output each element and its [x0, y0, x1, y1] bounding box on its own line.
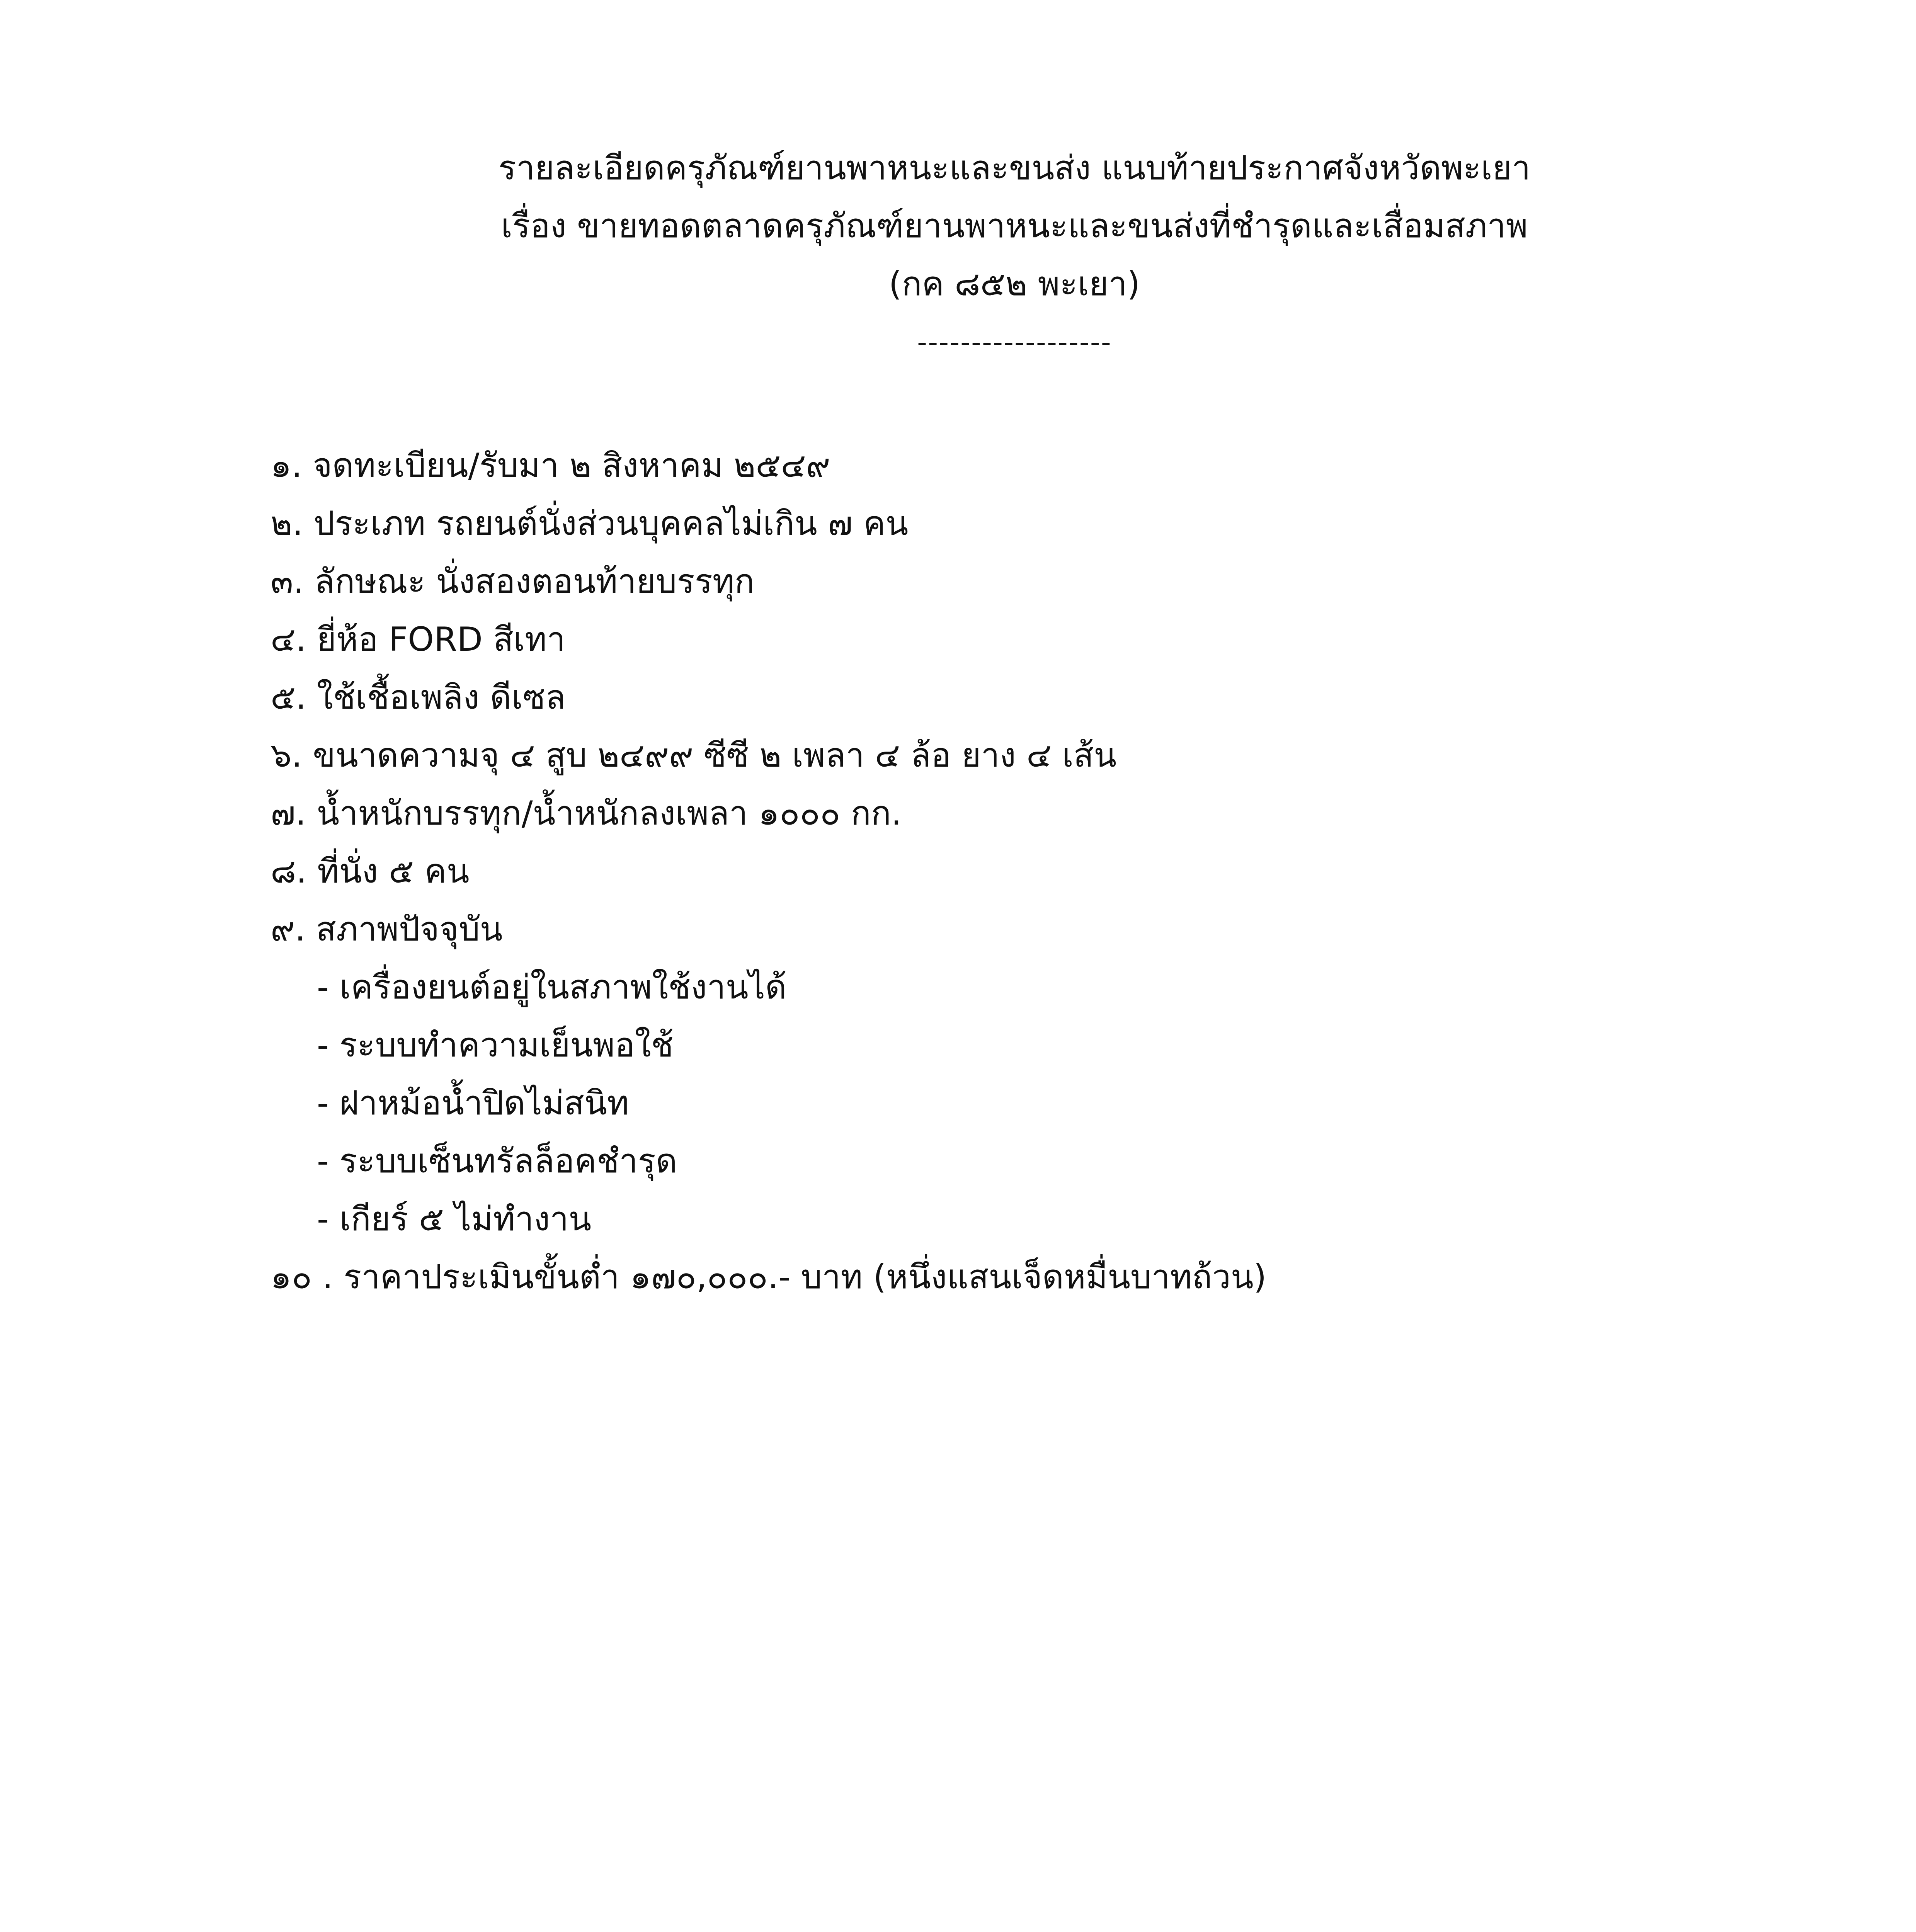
- condition-fifth-gear: - เกียร์ ๕ ไม่ทำงาน: [317, 1200, 592, 1238]
- header-vehicle-plate: (กค ๘๕๒ พะเยา): [888, 265, 1140, 303]
- vehicle-details-list: [271, 437, 1778, 1306]
- header-separator: ------------------: [917, 326, 1112, 358]
- detail-weight: ๗. น้ำหนักบรรทุก/น้ำหนักลงเพลา ๑๐๐๐ กก.: [271, 794, 902, 833]
- detail-engine-size: ๖. ขนาดความจุ ๔ สูบ ๒๔๙๙ ซีซี ๒ เพลา ๔ ล้อ ยาง ๔ เส้น: [271, 736, 1117, 775]
- detail-seats: ๘. ที่นั่ง ๕ คน: [271, 852, 470, 891]
- header-subject: เรื่อง ขายทอดตลาดครุภัณฑ์ยานพาหนะและขนส่งที่ชำรุดและเสื่อมสภาพ: [501, 207, 1528, 245]
- document-header: [464, 139, 1565, 371]
- detail-body-style: ๓. ลักษณะ นั่งสองตอนท้ายบรรทุก: [271, 562, 755, 601]
- condition-radiator-cap: - ฝาหม้อน้ำปิดไม่สนิท: [317, 1084, 629, 1122]
- condition-central-lock: - ระบบเซ็นทรัลล็อคชำรุด: [317, 1142, 677, 1180]
- condition-cooling: - ระบบทำความเย็นพอใช้: [317, 1026, 674, 1065]
- detail-minimum-price: ๑๐ . ราคาประเมินขั้นต่ำ ๑๗๐,๐๐๐.- บาท (หนึ่งแสนเจ็ดหมื่นบาทถ้วน): [271, 1258, 1267, 1296]
- detail-registration-date: ๑. จดทะเบียน/รับมา ๒ สิงหาคม ๒๕๔๙: [271, 446, 830, 485]
- header-title: รายละเอียดครุภัณฑ์ยานพาหนะและขนส่ง แนบท้ายประกาศจังหวัดพะเยา: [498, 149, 1531, 187]
- detail-current-condition: ๙. สภาพปัจจุบัน: [271, 910, 503, 949]
- condition-engine: - เครื่องยนต์อยู่ในสภาพใช้งานได้: [317, 968, 787, 1007]
- detail-vehicle-type: ๒. ประเภท รถยนต์นั่งส่วนบุคคลไม่เกิน ๗ คน: [271, 504, 909, 543]
- detail-brand-color: ๔. ยี่ห้อ FORD สีเทา: [271, 620, 566, 659]
- detail-fuel: ๕. ใช้เชื้อเพลิง ดีเซล: [271, 678, 566, 717]
